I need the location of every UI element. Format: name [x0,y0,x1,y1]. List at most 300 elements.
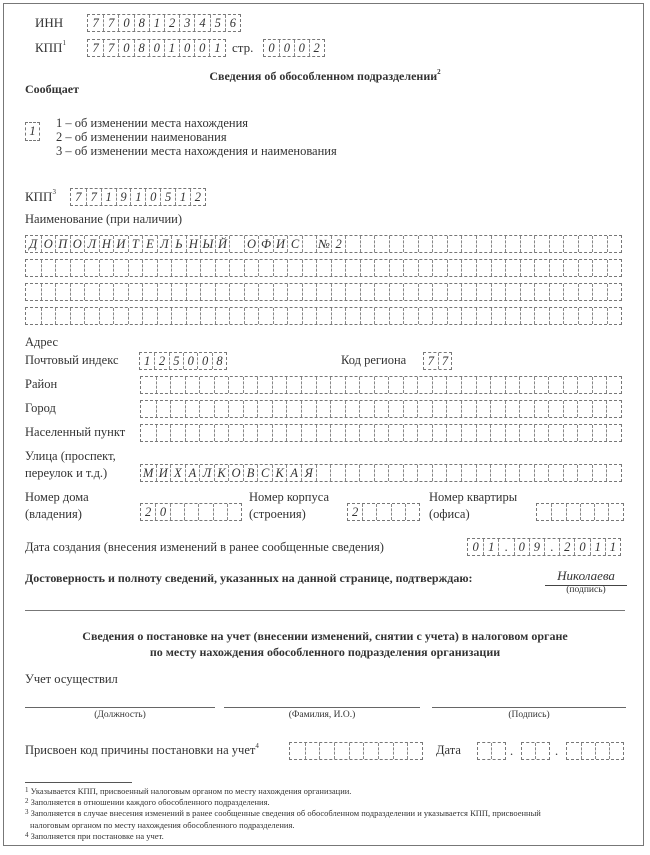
input-cell[interactable] [491,308,506,324]
input-cell[interactable] [345,425,360,441]
input-cell[interactable] [273,284,288,300]
input-cell[interactable] [374,425,389,441]
input-cell[interactable] [185,377,200,393]
input-cell[interactable] [388,425,403,441]
input-cell[interactable]: 8 [134,40,149,56]
input-cell[interactable] [432,236,447,252]
input-cell[interactable] [157,260,172,276]
input-cell[interactable] [99,284,114,300]
input-cell[interactable] [374,284,389,300]
input-cell[interactable] [170,504,184,520]
input-cell[interactable] [403,425,418,441]
input-cell[interactable] [214,377,229,393]
input-cell[interactable] [362,504,376,520]
input-cell[interactable] [520,284,535,300]
input-cell[interactable] [128,284,143,300]
input-cell[interactable]: 2 [559,539,574,555]
input-cell[interactable] [215,308,230,324]
input-cell[interactable]: И [273,236,288,252]
input-cell[interactable] [461,236,476,252]
input-cell[interactable] [505,260,520,276]
input-cell[interactable]: 1 [483,539,498,555]
city-field[interactable] [140,400,622,418]
input-cell[interactable] [491,743,505,759]
input-cell[interactable]: . [498,539,513,555]
input-cell[interactable] [142,308,157,324]
signature2-line[interactable] [432,707,626,708]
input-cell[interactable] [607,260,622,276]
input-cell[interactable] [26,260,41,276]
input-cell[interactable] [505,401,520,417]
input-cell[interactable] [407,743,422,759]
input-cell[interactable] [476,401,491,417]
input-cell[interactable]: 5 [169,353,183,369]
apartment-number-field[interactable] [536,503,624,521]
creation-date-field[interactable] [467,538,621,556]
input-cell[interactable] [41,260,56,276]
input-cell[interactable]: 0 [155,504,169,520]
input-cell[interactable] [447,236,462,252]
input-cell[interactable] [490,401,505,417]
input-cell[interactable] [447,260,462,276]
input-cell[interactable] [198,504,212,520]
input-cell[interactable]: И [113,236,128,252]
input-cell[interactable] [330,425,345,441]
input-cell[interactable] [403,465,418,481]
input-cell[interactable]: 7 [103,15,118,31]
input-cell[interactable] [99,308,114,324]
input-cell[interactable] [566,504,580,520]
input-cell[interactable] [446,377,461,393]
input-cell[interactable] [229,236,244,252]
input-cell[interactable]: 0 [294,40,309,56]
input-cell[interactable] [228,377,243,393]
input-cell[interactable] [446,465,461,481]
name-field-row-2[interactable] [25,259,622,277]
input-cell[interactable] [461,377,476,393]
input-cell[interactable] [70,308,85,324]
input-cell[interactable] [142,260,157,276]
input-cell[interactable] [215,260,230,276]
input-cell[interactable] [388,377,403,393]
input-cell[interactable] [592,465,607,481]
input-cell[interactable]: 1 [144,353,151,368]
input-cell[interactable] [200,260,215,276]
input-cell[interactable] [594,504,608,520]
input-cell[interactable] [376,504,390,520]
kpp-field[interactable] [87,39,226,57]
input-cell[interactable] [70,260,85,276]
input-cell[interactable]: О [244,236,259,252]
input-cell[interactable] [316,308,331,324]
input-cell[interactable] [476,377,491,393]
input-cell[interactable]: Я [301,465,316,481]
input-cell[interactable] [302,236,317,252]
input-cell[interactable] [345,465,360,481]
input-cell[interactable] [522,743,535,759]
input-cell[interactable]: 2 [331,236,346,252]
input-cell[interactable] [26,284,41,300]
input-cell[interactable] [26,308,41,324]
input-cell[interactable]: 1 [605,539,620,555]
input-cell[interactable] [186,260,201,276]
input-cell[interactable]: 1 [29,124,36,138]
input-cell[interactable]: 5 [210,15,225,31]
input-cell[interactable] [302,284,317,300]
input-cell[interactable] [128,308,143,324]
input-cell[interactable] [548,377,563,393]
input-cell[interactable] [548,401,563,417]
input-cell[interactable] [349,743,364,759]
input-cell[interactable] [84,260,99,276]
input-cell[interactable] [287,260,302,276]
input-cell[interactable] [519,425,534,441]
reports-choice-field[interactable] [25,122,40,141]
input-cell[interactable]: 0 [149,40,164,56]
input-cell[interactable] [229,260,244,276]
input-cell[interactable] [345,377,360,393]
input-cell[interactable]: Н [99,236,114,252]
input-cell[interactable]: . [544,539,559,555]
input-cell[interactable] [359,401,374,417]
input-cell[interactable] [142,284,157,300]
input-cell[interactable] [391,504,405,520]
input-cell[interactable] [476,236,491,252]
input-cell[interactable] [388,465,403,481]
input-cell[interactable]: 0 [145,189,160,205]
input-cell[interactable] [505,308,520,324]
input-cell[interactable] [243,425,258,441]
input-cell[interactable]: 0 [118,40,133,56]
input-cell[interactable] [41,284,56,300]
region-code-field[interactable] [423,352,452,370]
input-cell[interactable] [301,401,316,417]
input-cell[interactable] [141,377,156,393]
input-cell[interactable] [520,260,535,276]
input-cell[interactable]: 0 [194,40,209,56]
input-cell[interactable]: 1 [149,15,164,31]
fullname-line[interactable] [224,707,420,708]
input-cell[interactable]: 0 [118,15,133,31]
input-cell[interactable] [577,465,592,481]
input-cell[interactable] [389,308,404,324]
input-cell[interactable] [316,284,331,300]
input-cell[interactable] [244,284,259,300]
input-cell[interactable] [534,260,549,276]
postal-code-field[interactable] [139,352,227,370]
input-cell[interactable] [606,377,621,393]
input-cell[interactable]: 7 [92,40,99,55]
input-cell[interactable] [199,425,214,441]
input-cell[interactable] [563,377,578,393]
input-cell[interactable] [70,284,85,300]
input-cell[interactable] [520,308,535,324]
input-cell[interactable] [186,308,201,324]
input-cell[interactable] [432,425,447,441]
input-cell[interactable] [360,308,375,324]
input-cell[interactable]: 2 [351,504,359,519]
input-cell[interactable]: 3 [179,15,194,31]
input-cell[interactable] [581,743,595,759]
input-cell[interactable] [185,401,200,417]
input-cell[interactable] [403,284,418,300]
input-cell[interactable] [403,236,418,252]
input-cell[interactable] [374,465,389,481]
input-cell[interactable] [41,308,56,324]
name-field-row-4[interactable] [25,307,622,325]
input-cell[interactable]: 2 [309,40,324,56]
input-cell[interactable] [330,465,345,481]
input-cell[interactable] [113,260,128,276]
input-cell[interactable] [141,401,156,417]
input-cell[interactable] [577,401,592,417]
input-cell[interactable] [563,260,578,276]
input-cell[interactable] [432,401,447,417]
input-cell[interactable] [592,236,607,252]
input-cell[interactable] [363,743,378,759]
input-cell[interactable] [156,377,171,393]
registration-date-year[interactable] [566,742,624,760]
input-cell[interactable] [577,377,592,393]
input-cell[interactable] [607,284,622,300]
input-cell[interactable] [548,425,563,441]
district-field[interactable] [140,376,622,394]
input-cell[interactable] [330,401,345,417]
input-cell[interactable] [551,504,565,520]
input-cell[interactable] [580,504,594,520]
input-cell[interactable] [505,465,520,481]
input-cell[interactable] [418,260,433,276]
input-cell[interactable]: 0 [472,539,479,554]
input-cell[interactable]: 0 [268,40,275,55]
input-cell[interactable] [331,284,346,300]
input-cell[interactable]: 7 [86,189,101,205]
input-cell[interactable] [55,284,70,300]
input-cell[interactable]: 2 [145,504,152,519]
input-cell[interactable] [287,284,302,300]
input-cell[interactable] [563,236,578,252]
input-cell[interactable] [549,236,564,252]
input-cell[interactable] [184,504,198,520]
input-cell[interactable]: Е [142,236,157,252]
input-cell[interactable] [578,236,593,252]
input-cell[interactable] [171,284,186,300]
input-cell[interactable]: 0 [279,40,294,56]
input-cell[interactable] [258,284,273,300]
input-cell[interactable]: С [287,236,302,252]
input-cell[interactable] [432,465,447,481]
input-cell[interactable] [606,425,621,441]
input-cell[interactable]: А [286,465,301,481]
input-cell[interactable]: Ь [171,236,186,252]
input-cell[interactable] [374,260,389,276]
input-cell[interactable] [563,284,578,300]
input-cell[interactable] [403,377,418,393]
input-cell[interactable] [360,260,375,276]
input-cell[interactable] [244,308,259,324]
input-cell[interactable] [389,236,404,252]
input-cell[interactable] [519,401,534,417]
input-cell[interactable] [592,401,607,417]
input-cell[interactable] [359,377,374,393]
input-cell[interactable] [606,465,621,481]
input-cell[interactable] [548,465,563,481]
input-cell[interactable] [490,465,505,481]
input-cell[interactable]: 9 [529,539,544,555]
input-cell[interactable] [229,284,244,300]
input-cell[interactable] [432,260,447,276]
input-cell[interactable] [113,284,128,300]
input-cell[interactable]: Ф [258,236,273,252]
input-cell[interactable] [405,504,419,520]
input-cell[interactable] [461,284,476,300]
input-cell[interactable] [476,260,491,276]
input-cell[interactable] [418,284,433,300]
input-cell[interactable] [200,284,215,300]
input-cell[interactable] [491,284,506,300]
input-cell[interactable]: 7 [103,40,118,56]
input-cell[interactable] [549,260,564,276]
input-cell[interactable] [378,743,393,759]
input-cell[interactable] [476,465,491,481]
input-cell[interactable] [331,308,346,324]
input-cell[interactable] [128,260,143,276]
input-cell[interactable] [491,260,506,276]
input-cell[interactable] [403,260,418,276]
input-cell[interactable] [257,401,272,417]
input-cell[interactable] [156,401,171,417]
input-cell[interactable] [505,236,520,252]
input-cell[interactable]: № [318,236,330,251]
input-cell[interactable] [316,377,331,393]
input-cell[interactable]: 4 [194,15,209,31]
input-cell[interactable] [374,377,389,393]
input-cell[interactable] [374,308,389,324]
house-number-field[interactable] [140,503,242,521]
input-cell[interactable]: 2 [154,353,168,369]
input-cell[interactable] [534,236,549,252]
input-cell[interactable] [360,236,375,252]
input-cell[interactable] [316,260,331,276]
input-cell[interactable] [360,284,375,300]
input-cell[interactable] [199,401,214,417]
input-cell[interactable]: К [214,465,229,481]
input-cell[interactable] [519,465,534,481]
input-cell[interactable] [534,465,549,481]
input-cell[interactable]: Х [170,465,185,481]
input-cell[interactable] [199,377,214,393]
input-cell[interactable]: Ы [200,236,215,252]
input-cell[interactable] [534,377,549,393]
input-cell[interactable]: Л [199,465,214,481]
input-cell[interactable] [345,236,360,252]
input-cell[interactable] [257,377,272,393]
input-cell[interactable]: А [185,465,200,481]
input-cell[interactable] [302,308,317,324]
input-cell[interactable] [403,401,418,417]
input-cell[interactable] [578,284,593,300]
input-cell[interactable] [461,401,476,417]
input-cell[interactable] [563,465,578,481]
input-cell[interactable]: 1 [101,189,116,205]
input-cell[interactable] [563,425,578,441]
input-cell[interactable]: Н [186,236,201,252]
input-cell[interactable] [316,425,331,441]
input-cell[interactable] [537,504,551,520]
input-cell[interactable]: 7 [427,353,434,368]
input-cell[interactable]: 8 [134,15,149,31]
input-cell[interactable] [185,425,200,441]
input-cell[interactable] [374,401,389,417]
input-cell[interactable] [549,308,564,324]
input-cell[interactable] [389,284,404,300]
input-cell[interactable]: Й [215,236,230,252]
input-cell[interactable] [316,401,331,417]
input-cell[interactable] [476,284,491,300]
input-cell[interactable] [607,308,622,324]
input-cell[interactable] [287,308,302,324]
input-cell[interactable] [534,308,549,324]
input-cell[interactable] [505,284,520,300]
locality-field[interactable] [140,424,622,442]
input-cell[interactable] [417,377,432,393]
input-cell[interactable]: С [257,465,272,481]
input-cell[interactable] [417,465,432,481]
input-cell[interactable] [99,260,114,276]
input-cell[interactable] [461,308,476,324]
input-cell[interactable] [286,377,301,393]
input-cell[interactable]: О [41,236,56,252]
input-cell[interactable] [228,401,243,417]
input-cell[interactable]: 7 [438,353,452,369]
input-cell[interactable] [301,377,316,393]
input-cell[interactable] [345,401,360,417]
input-cell[interactable] [432,377,447,393]
input-cell[interactable] [55,308,70,324]
input-cell[interactable] [606,401,621,417]
input-cell[interactable] [305,743,320,759]
input-cell[interactable] [319,743,334,759]
input-cell[interactable]: М [143,465,154,480]
input-cell[interactable]: 1 [209,40,224,56]
input-cell[interactable]: 1 [590,539,605,555]
input-cell[interactable] [258,260,273,276]
input-cell[interactable] [229,308,244,324]
input-cell[interactable] [389,260,404,276]
input-cell[interactable] [334,743,349,759]
input-cell[interactable]: Л [157,236,172,252]
input-cell[interactable]: 1 [175,189,190,205]
input-cell[interactable] [214,401,229,417]
input-cell[interactable] [157,308,172,324]
input-cell[interactable]: И [156,465,171,481]
input-cell[interactable]: 6 [225,15,240,31]
input-cell[interactable] [418,236,433,252]
input-cell[interactable] [213,504,227,520]
input-cell[interactable] [330,377,345,393]
input-cell[interactable] [374,236,389,252]
input-cell[interactable] [446,425,461,441]
name-field-row-3[interactable] [25,283,622,301]
input-cell[interactable]: О [228,465,243,481]
input-cell[interactable] [447,308,462,324]
input-cell[interactable] [535,743,549,759]
input-cell[interactable] [417,401,432,417]
kpp-assigned-field[interactable] [289,742,423,760]
input-cell[interactable] [607,236,622,252]
input-cell[interactable] [446,401,461,417]
input-cell[interactable]: 0 [197,353,211,369]
